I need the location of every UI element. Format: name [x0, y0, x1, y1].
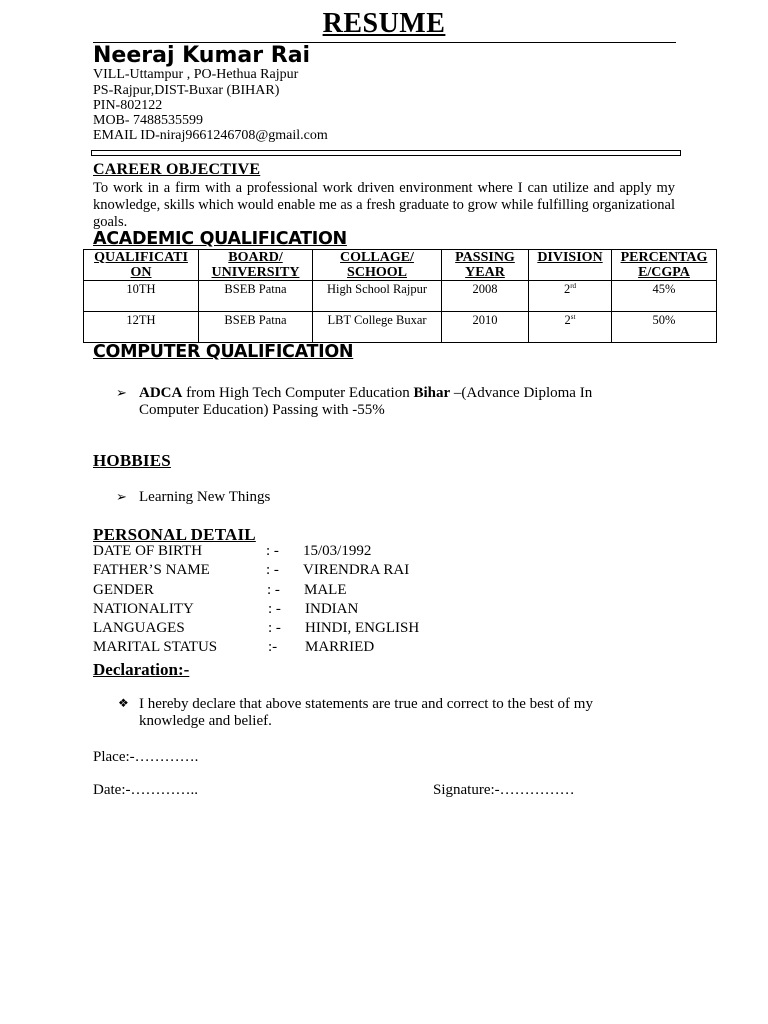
- division-value: 2: [563, 282, 571, 297]
- computer-qualification-heading: COMPUTER QUALIFICATION: [93, 342, 354, 362]
- declaration-heading: Declaration:-: [93, 660, 190, 679]
- pin-code: PIN-802122: [93, 98, 163, 113]
- declaration-line-2: knowledge and belief.: [139, 713, 272, 729]
- cell-percentage: 50%: [612, 312, 717, 343]
- separator: :-: [268, 639, 278, 655]
- institute-state: Bihar: [413, 385, 451, 401]
- email-address: EMAIL ID-niraj9661246708@gmail.com: [93, 128, 328, 143]
- cell-division: [529, 281, 612, 312]
- academic-table-header: [84, 250, 717, 281]
- label-nationality: NATIONALITY: [93, 601, 194, 617]
- address-line-2: PS-Rajpur,DIST-Buxar (BIHAR): [93, 83, 280, 98]
- signature-field: Signature:-……………: [433, 782, 575, 798]
- division-value: 2: [564, 313, 571, 328]
- separator: : -: [266, 543, 279, 559]
- cell-year: 2010: [442, 312, 529, 343]
- section-divider-bar: [91, 150, 681, 156]
- division-suffix: rd: [570, 282, 577, 290]
- separator: : -: [266, 562, 279, 578]
- mobile-number: MOB- 7488535599: [93, 113, 204, 128]
- career-objective-heading: CAREER OBJECTIVE: [93, 161, 261, 178]
- division-suffix: st: [570, 313, 576, 321]
- hobbies-heading: HOBBIES: [93, 451, 171, 470]
- academic-qualification-heading: ACADEMIC QUALIFICATION: [93, 229, 347, 249]
- label-marital-status: MARITAL STATUS: [93, 639, 218, 655]
- column-header-percentage: PERCENTAG E/CGPA: [612, 250, 717, 281]
- cell-percentage: 45%: [612, 281, 717, 312]
- cell-qualification: 10TH: [84, 281, 199, 312]
- table-row: [84, 281, 717, 312]
- separator: : -: [268, 601, 281, 617]
- cell-division: [529, 312, 612, 343]
- hobby-item: Learning New Things: [139, 489, 271, 505]
- declaration-line-1: I hereby declare that above statements are true and correct to the best of my: [139, 696, 593, 712]
- computer-qualification-line-1: [139, 385, 592, 401]
- arrow-bullet-icon: ➢: [116, 385, 127, 400]
- academic-table: [83, 249, 717, 343]
- cell-qualification: 12TH: [84, 312, 199, 343]
- cell-school: High School Rajpur: [313, 281, 442, 312]
- institute-text: from High Tech Computer Education: [182, 385, 414, 401]
- label-date-of-birth: DATE OF BIRTH: [93, 543, 203, 559]
- diamond-bullet-icon: ❖: [118, 696, 129, 710]
- computer-qualification-line-2: Computer Education) Passing with -55%: [139, 402, 385, 418]
- value-nationality: INDIAN: [305, 601, 359, 617]
- value-languages: HINDI, ENGLISH: [305, 620, 420, 636]
- course-name: ADCA: [139, 385, 183, 401]
- cell-year: 2008: [442, 281, 529, 312]
- label-languages: LANGUAGES: [93, 620, 185, 636]
- column-header-division: DIVISION: [529, 250, 612, 281]
- date-field: Date:-…………..: [93, 782, 198, 798]
- value-date-of-birth: 15/03/1992: [303, 543, 372, 559]
- address-line-1: VILL-Uttampur , PO-Hethua Rajpur: [93, 67, 299, 82]
- value-marital-status: MARRIED: [305, 639, 375, 655]
- arrow-bullet-icon: ➢: [116, 489, 127, 504]
- cell-board: BSEB Patna: [199, 281, 313, 312]
- label-fathers-name: FATHER’S NAME: [93, 562, 210, 578]
- value-gender: MALE: [304, 582, 347, 598]
- column-header-school: COLLAGE/ SCHOOL: [313, 250, 442, 281]
- resume-title: RESUME: [322, 8, 446, 39]
- table-row: [84, 312, 717, 343]
- separator: : -: [268, 620, 281, 636]
- personal-detail-heading: PERSONAL DETAIL: [93, 525, 256, 544]
- column-header-qualification: QUALIFICATI ON: [84, 250, 199, 281]
- column-header-board: BOARD/ UNIVERSITY: [199, 250, 313, 281]
- candidate-name: Neeraj Kumar Rai: [93, 43, 311, 68]
- place-field: Place:-………….: [93, 749, 199, 765]
- cell-board: BSEB Patna: [199, 312, 313, 343]
- course-description: –(Advance Diploma In: [450, 385, 593, 401]
- value-fathers-name: VIRENDRA RAI: [303, 562, 410, 578]
- cell-school: LBT College Buxar: [313, 312, 442, 343]
- separator: : -: [267, 582, 280, 598]
- column-header-year: PASSING YEAR: [442, 250, 529, 281]
- career-objective-text: To work in a firm with a professional work driven environment where I can utilize and apply my knowledge, skills which would enable me as a fresh graduate to grow while fulfilling organizational goals.: [93, 180, 675, 230]
- label-gender: GENDER: [93, 582, 154, 598]
